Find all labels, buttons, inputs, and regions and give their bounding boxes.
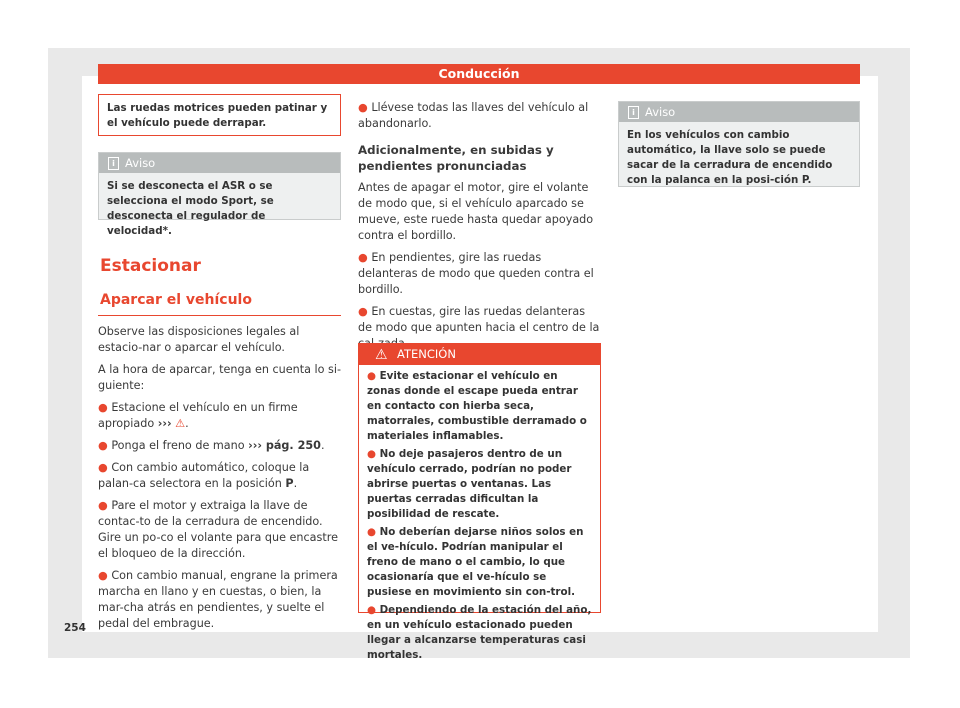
atencion-box xyxy=(358,343,601,661)
list-item: ● No deberían dejarse niños solos en el ve-hículo. Podrían manipular el freno de mano o el cambio, lo que ocasionaría que el ve-hículo se pusiese en movimiento sin con-trol. xyxy=(367,526,584,598)
middle-column-text xyxy=(358,100,602,358)
heading-rule xyxy=(98,315,341,316)
bullet-icon: ● xyxy=(358,305,372,318)
section-heading: Estacionar xyxy=(100,256,201,276)
aviso-label: Aviso xyxy=(645,105,676,119)
section-subheading: Aparcar el vehículo xyxy=(100,292,252,308)
bullet-icon: ● xyxy=(367,526,380,538)
list-item: ● Pare el motor y extraiga la llave de contac-to de la cerradura de encendido. Gire un po-co el volante para que encastre el bloqueo de la dirección. xyxy=(98,499,338,560)
list-item: ● Ponga el freno de mano ››› pág. 250. xyxy=(98,439,325,452)
list-item: ● Llévese todas las llaves del vehículo al abandonarlo. xyxy=(358,101,589,130)
warning-note: Las ruedas motrices pueden patinar y el vehículo puede derrapar. xyxy=(98,94,341,136)
bullet-icon: ● xyxy=(358,251,372,264)
bullet-icon: ● xyxy=(98,461,112,474)
bullet-icon: ● xyxy=(367,448,380,460)
atencion-header xyxy=(359,344,600,365)
info-icon: i xyxy=(628,106,639,119)
list-item: ● Estacione el vehículo en un firme apropiado ››› ⚠. xyxy=(98,401,298,430)
page-number: 254 xyxy=(64,622,86,634)
atencion-label: ATENCIÓN xyxy=(397,347,456,361)
list-item: ● Evite estacionar el vehículo en zonas donde el escape pueda entrar en contacto con hierba seca, matorrales, combustible derramado o materiales inflamables. xyxy=(367,370,587,442)
list-item: ● No deje pasajeros dentro de un vehículo cerrado, podrían no poder abrirse puertas o ventanas. Las puertas cerradas dificultan la posibilidad de rescate. xyxy=(367,448,572,520)
aviso-header xyxy=(99,153,340,173)
list-item: ● En pendientes, gire las ruedas delanteras de modo que queden contra el bordillo. xyxy=(358,251,594,296)
bullet-icon: ● xyxy=(367,370,380,382)
list-item: ● Con cambio manual, engrane la primera marcha en llano y en cuestas, o bien, la mar-cha atrás en pendientes, y suelte el pedal del embrague. xyxy=(98,569,338,630)
info-icon: i xyxy=(108,157,119,170)
paragraph: Observe las disposiciones legales al estacio-nar o aparcar el vehículo. xyxy=(98,325,300,354)
aviso-box-right xyxy=(618,101,860,187)
bullet-icon: ● xyxy=(367,604,380,616)
cross-reference[interactable]: ››› xyxy=(157,417,172,430)
aviso-label: Aviso xyxy=(125,156,156,170)
bullet-icon: ● xyxy=(98,499,112,512)
warning-triangle-icon: ⚠ xyxy=(175,417,186,430)
aviso-text: Si se desconecta el ASR o se selecciona el modo Sport, se desconecta el regulador de velocidad*. xyxy=(107,180,274,237)
list-item: ● En cuestas, gire las ruedas delanteras de modo que apunten hacia el centro de la xyxy=(358,305,600,334)
chapter-header: Conducción xyxy=(98,64,860,84)
subheading: Adicionalmente, en subidas y pendientes pronunciadas xyxy=(358,143,554,173)
aviso-header xyxy=(619,102,859,122)
bullet-icon: ● xyxy=(98,569,112,582)
warning-triangle-icon: ⚠ xyxy=(375,347,388,363)
paragraph: Antes de apagar el motor, gire el volante de modo que, si el vehículo aparcado se mueve, este ruede hasta quedar apoyado contra el bordillo. xyxy=(358,181,594,242)
bullet-icon: ● xyxy=(98,439,112,452)
aviso-box-left xyxy=(98,152,341,237)
bullet-icon: ● xyxy=(358,101,372,114)
page-reference-link[interactable]: ››› pág. 250 xyxy=(248,439,321,452)
paragraph: A la hora de aparcar, tenga en cuenta lo si-guiente: xyxy=(98,363,342,392)
bullet-icon: ● xyxy=(98,401,112,414)
left-column-text xyxy=(98,324,343,638)
list-item: ● Dependiendo de la estación del año, en un vehículo estacionado pueden llegar a alcanzarse temperaturas casi mortales. xyxy=(367,604,592,661)
list-item: ● Con cambio automático, coloque la palan-ca selectora en la posición P. xyxy=(98,461,310,490)
atencion-list xyxy=(359,365,600,670)
aviso-text: En los vehículos con cambio automático, la llave solo se puede sacar de la cerradura de encendido con la palanca en la posi-ción P. xyxy=(627,129,833,186)
